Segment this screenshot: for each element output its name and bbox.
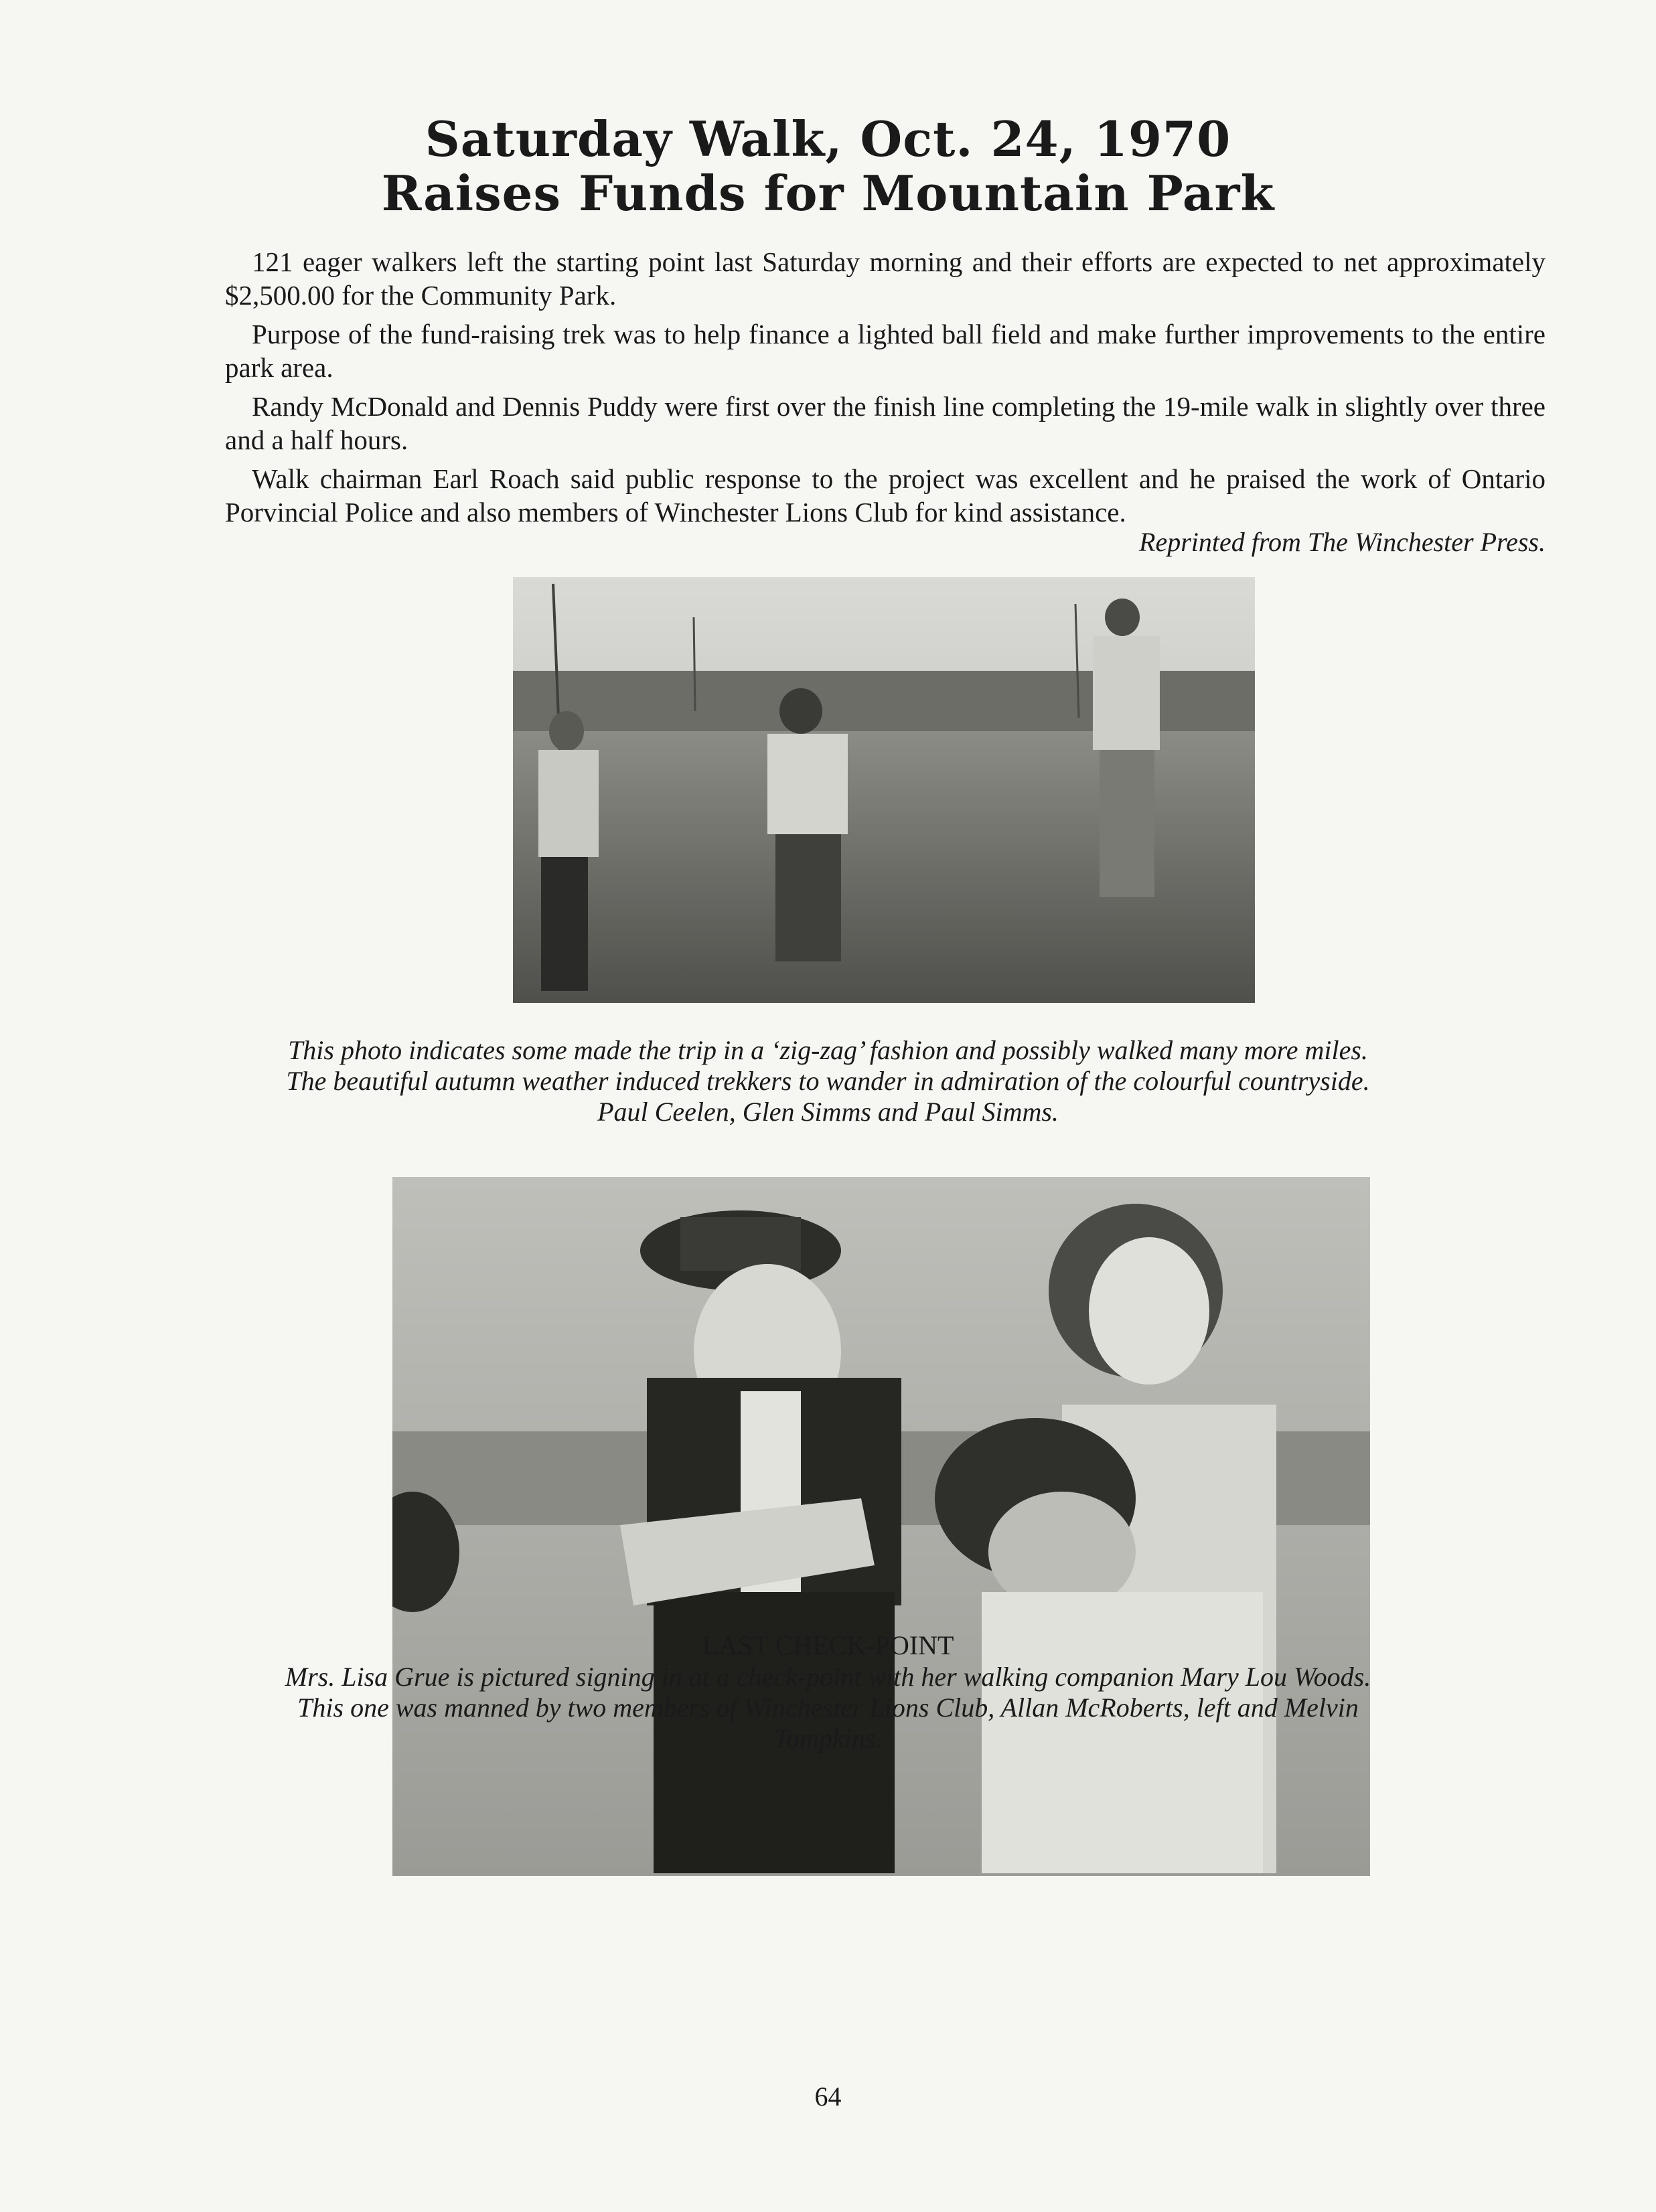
article-paragraph: Purpose of the fund-raising trek was to help finance a lighted ball field and make further improvements to the entire park area. — [225, 319, 1546, 383]
caption-line: Mrs. Lisa Grue is pictured signing in at a check-point with her walking companion Mary Lou Woods. — [285, 1662, 1371, 1692]
caption-line: Paul Ceelen, Glen Simms and Paul Simms. — [597, 1097, 1059, 1127]
article-paragraph: Walk chairman Earl Roach said public response to the project was excellent and he praised the work of Ontario Porvincial Police and also members of Winchester Lions Club for kind assistance. — [225, 463, 1546, 528]
photo2-title: LAST CHECK-POINT — [702, 1630, 954, 1660]
article-paragraph: 121 eager walkers left the starting point last Saturday morning and their efforts are expected to net approximately $2,500.00 for the Community Park. — [225, 246, 1546, 311]
photo-check-point — [392, 1177, 1370, 1876]
article-title-line-1: Saturday Walk, Oct. 24, 1970 — [425, 110, 1231, 167]
article-title-line-2: Raises Funds for Mountain Park — [381, 165, 1275, 222]
caption-line: This photo indicates some made the trip in a ‘zig-zag’ fashion and possibly walked many more miles. — [288, 1035, 1368, 1065]
article-paragraph: Randy McDonald and Dennis Puddy were first over the finish line completing the 19-mile walk in slightly over three and a half hours. — [225, 391, 1546, 455]
caption-line: The beautiful autumn weather induced trekkers to wander in admiration of the colourful countryside. — [286, 1066, 1370, 1096]
photo2-caption — [201, 1662, 1455, 1754]
photo-walkers-field — [513, 577, 1255, 1003]
page-number: 64 — [814, 2081, 842, 2112]
article-body — [225, 245, 1546, 534]
article-credit: Reprinted from The Winchester Press. — [1139, 527, 1546, 557]
photo1-caption — [201, 1035, 1455, 1127]
caption-line: This one was manned by two members of Winchester Lions Club, Allan McRoberts, left and Melvin — [297, 1692, 1359, 1723]
caption-line: Tompkins. — [773, 1723, 883, 1753]
